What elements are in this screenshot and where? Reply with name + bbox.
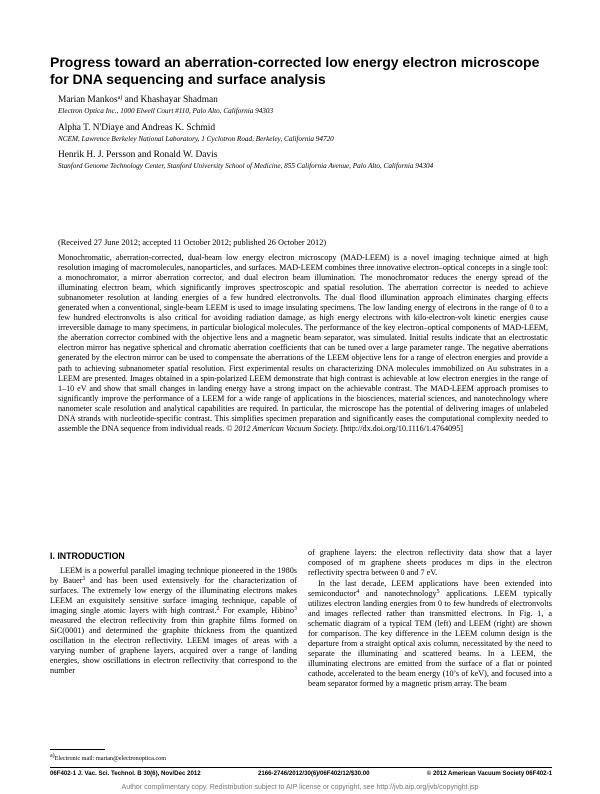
text-run: LEEM is a powerful parallel imaging technique pioneered in the 1980s by Bauer: [50, 566, 297, 586]
copyright-notice: Author complimentary copy. Redistribution subject to AIP license or copyright, see http://jvb.aip.org/jvb/copyright.jsp: [121, 784, 479, 791]
ref-link[interactable]: 3: [294, 606, 297, 613]
text-run: For example, Hibino: [219, 606, 294, 616]
footnote: [50, 755, 166, 762]
doi-link[interactable]: [http://dx.doi.org/10.1116/1.4764095]: [340, 423, 463, 433]
footer-journal: 06F402-1 J. Vac. Sci. Technol. B 30(6), Nov/Dec 2012: [50, 770, 201, 777]
affiliation-1: Electron Optica Inc., 1000 Elwell Court #110, Palo Alto, California 94303: [58, 107, 274, 115]
footnote-divider: [50, 749, 105, 750]
text-run: measured the electron reflectivity from thin graphite films formed on SiC(0001) and determined the graphite thickness from the quantized oscillation in the electron reflectivity. LEEM images of areas with a varying number of graphene layers, acquired over a range of landing energies, show oscillations in electron reflectivity that correspond to the number: [50, 616, 297, 676]
text-run: and has been used extensively for the characterization of surfaces. The extremely low energy of the illuminating electrons makes LEEM an exquisitely sensitive surface imaging technique, capable of imaging single atomic layers with high contrast.: [50, 576, 297, 616]
abstract-copyright: © 2012 American Vacuum Society.: [226, 423, 339, 433]
footnote-text: Electronic mail: marian@electronoptica.com: [54, 755, 167, 762]
text-run: , a schematic diagram of a typical TEM (left) and LEEM (right) are shown for comparison. The key difference in the LEEM column design is the departure from a straight optical axis column, necessitated by the need to separate the illuminating and scattered beams. In a LEEM, the illuminating electrons are emitted from the surface of a flat or pointed cathode, accelerated to the beam energy (10’s of keV), and focused into a beam separator formed by a magnetic prism array. The beam: [308, 609, 552, 689]
author-line-3: Henrik H. J. Persson and Ronald W. Davis: [58, 150, 218, 160]
author-names-rest: and Khashayar Shadman: [122, 95, 218, 105]
intro-paragraph-2: [308, 579, 552, 690]
ref-link[interactable]: 5: [436, 589, 440, 596]
footer-issn: 2166-2746/2012/30(6)/06F402/12/$30.00: [258, 770, 370, 777]
author-footnote-marker[interactable]: a): [117, 95, 123, 101]
figure-link[interactable]: 1: [537, 609, 542, 619]
ref-link[interactable]: 4: [356, 589, 360, 596]
footer-copyright: © 2012 American Vacuum Society 06F402-1: [426, 770, 552, 777]
author-names: Marian Mankos: [58, 95, 118, 105]
intro-paragraph-1: [50, 566, 297, 677]
ref-link[interactable]: 1: [82, 576, 86, 583]
intro-paragraph-1-continued: of graphene layers: the electron reflectivity data show that a layer composed of m graphene sheets produces m dips in the electron reflectivity spectra between 0 and 7 eV.: [308, 548, 552, 578]
abstract-text: Monochromatic, aberration-corrected, dual-beam low energy electron microscopy (MAD-LEEM) is a novel imaging technique aimed at high resolution imaging of macromolecules, nanoparticles, and surfaces. MAD-LEEM combines three innovative electron–optical concepts in a single tool: a monochromator, a mirror aberration corrector, and dual electron beam illumination. The monochromator reduces the energy spread of the illuminating electron beam, which significantly improves spectroscopic and spatial resolution. The aberration corrector is needed to achieve subnanometer resolution at landing energies of a few hundred electronvolts. The dual flood illumination approach eliminates charging effects generated when a conventional, single-beam LEEM is used to image insulating specimens. The low landing energy of electrons in the range of 0 to a few hundred electronvolts is also critical for avoiding radiation damage, as high energy electrons with kilo-electron-volt kinetic energies cause irreversible damage to many specimens, in particular biological molecules. The performance of the key electron–optical components of MAD-LEEM, the aberration corrector combined with the objective lens and a magnetic beam separator, was simulated. Initial results indicate that an electrostatic electron mirror has negative spherical and chromatic aberration coefficients that can be tuned over a large parameter range. The negative aberrations generated by the electron mirror can be used to compensate the aberrations of the LEEM objective lens for a range of electron energies and provide a path to achieving subnanometer spatial resolution. First experimental results on characterizing DNA molecules immobilized on Au substrates in a LEEM are presented. Images obtained in a spin-polarized LEEM demonstrate that high contrast is achievable at low electron energies in the range of 1–10 eV and show that small changes in landing energy have a strong impact on the achievable contrast. The MAD-LEEM approach promises to significantly improve the performance of a LEEM for a wide range of applications in the biosciences, material sciences, and nanotechnology where nanometer scale resolution and analytical capabilities are required. In particular, the microscope has the potential of delivering images of unlabeled DNA strands with nucleotide-specific contrast. This simplifies specimen preparation and significantly eases the computational complexity needed to assemble the DNA sequence from individual reads.: [58, 253, 548, 433]
affiliation-3: Stanford Genome Technology Center, Stanford University School of Medicine, 855 California Avenue, Palo Alto, California 94304: [58, 162, 434, 170]
footnote-marker: a): [50, 753, 55, 759]
footer-divider: [50, 767, 552, 768]
received-dates: (Received 27 June 2012; accepted 11 October 2012; published 26 October 2012): [58, 238, 327, 247]
text-run: applications. LEEM typically utilizes electron landing energies from 0 to few hundreds of electronvolts and images reflected rather than transmitted electrons. In Fig.: [308, 589, 552, 619]
author-line-2: Alpha T. N'Diaye and Andreas K. Schmid: [58, 123, 216, 133]
author-line-1: [58, 95, 218, 106]
abstract: [58, 253, 548, 434]
section-heading: I. INTRODUCTION: [50, 551, 125, 561]
ref-link[interactable]: 2: [216, 606, 220, 613]
paper-title: Progress toward an aberration-corrected low energy electron microscope for DNA sequencing and surface analysis: [50, 54, 540, 87]
text-run: and nanotechnology: [359, 589, 437, 599]
text-run: In the last decade, LEEM applications have been extended into semiconductor: [308, 579, 552, 599]
affiliation-2: NCEM, Lawrence Berkeley National Laboratory, 1 Cyclotron Road, Berkeley, California 94720: [58, 135, 334, 143]
